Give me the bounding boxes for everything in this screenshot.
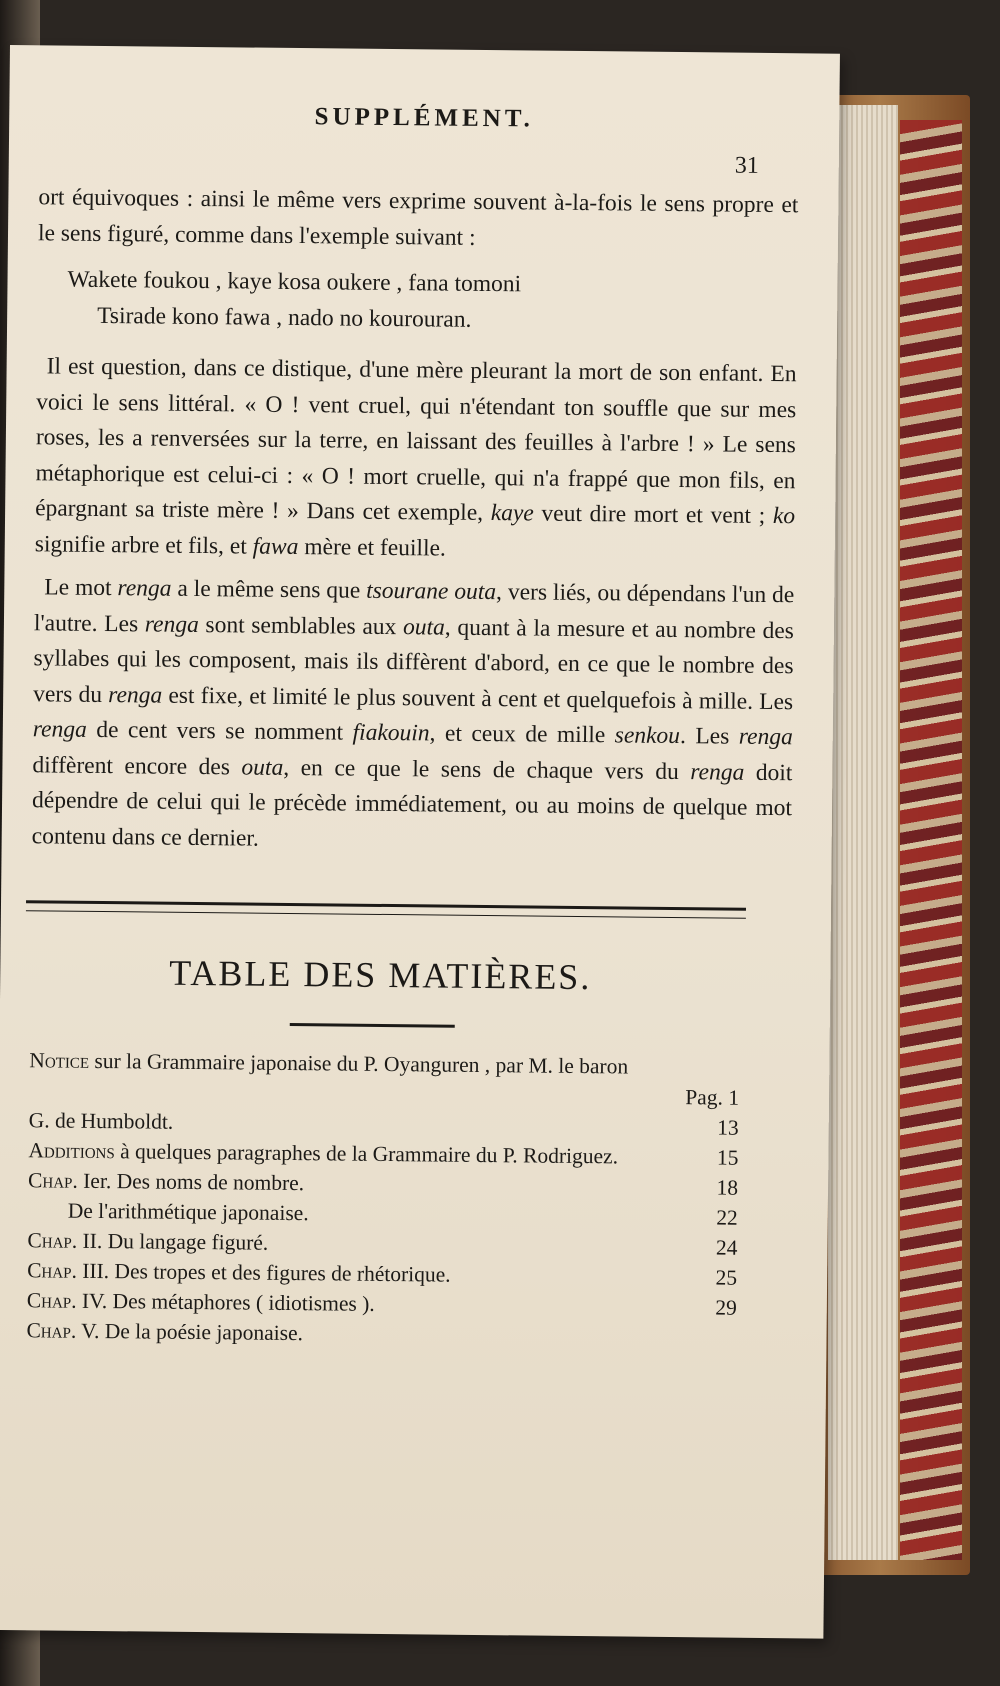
body-text [31,180,798,870]
page-edges [828,105,898,1560]
paragraph-distique: Il est question, dans ce distique, d'une mère pleurant la mort de son enfant. En voici le sens littéral. « O ! vent cruel, qui n'étendant ton souffle que sur mes roses, les a renversées sur la terre, en laissant des feuilles à l'arbre ! » Le sens métaphorique est celui-ci : « O ! mort cruelle, qui n'a frappé que mon fils, en épargnant sa triste mère ! » Dans cet exemple, kaye veut dire mort et vent ; ko signifie arbre et fils, et fawa mère et feuille. [34,353,797,562]
toc-entry-chap-5: Chap. V. De la poésie japonaise. [26,1318,304,1346]
toc-title: TABLE DES MATIÈRES. [169,952,592,998]
verse-block [67,262,798,342]
toc-entry-chap-2: Chap. II. Du langage figuré. 24 [27,1228,738,1260]
book-page [0,45,840,1639]
paragraph-renga: Le mot renga a le même sens que tsourane outa, vers liés, ou dépendans l'un de l'autre. Les renga sont semblables aux outa, quant à la mesure et au nombre des syllabes qui les composent, mais ils diffèrent d'abord, en ce que le nombre des vers du renga est fixe, et limité le plus souvent à cent et quelquefois à mille. Les renga de cent vers se nomment fiakouin, et ceux de mille senkou. Les renga diffèrent encore des outa, en ce que le sens de chaque vers du renga doit dépendre de celui qui le précède immédiatement, ou au moins de quelque mot contenu dans ce dernier. [31,574,795,852]
marbled-endpaper [900,120,962,1560]
toc-entry-notice-cont: Pag. 1 [685,1085,740,1110]
verse-line-2: Tsirade kono fawa , nado no kourouran. [97,302,472,333]
double-rule-divider [26,900,746,919]
toc-entry-additions: Additions à quelques paragraphes de la Grammaire du P. Rodriguez. 15 [28,1138,739,1170]
toc-entry-chap-3: Chap. III. Des tropes et des figures de rhétorique. 25 [27,1258,738,1290]
toc-entry-notice: Notice sur la Grammaire japonaise du P. Oyanguren , par M. le baron [29,1048,629,1079]
toc-entry-arithmetique: De l'arithmétique japonaise. 22 [67,1198,738,1230]
toc-entry-humboldt: G. de Humboldt. 13 [28,1108,739,1140]
toc-entry-chap-4: Chap. IV. Des métaphores ( idiotismes ). 29 [26,1288,737,1320]
page-number: 31 [734,152,759,179]
toc-entry-chap-1: Chap. Ier. Des noms de nombre. 18 [27,1168,739,1200]
running-header: SUPPLÉMENT. [314,103,535,133]
short-rule [290,1023,455,1028]
table-of-contents [26,1045,739,1352]
intro-paragraph: ort équivoques : ainsi le même vers exprime souvent à-la-fois le sens propre et le sens figuré, comme dans l'exemple suivant : [37,184,799,251]
verse-line-1: Wakete foukou , kaye kosa oukere , fana tomoni [67,266,522,298]
